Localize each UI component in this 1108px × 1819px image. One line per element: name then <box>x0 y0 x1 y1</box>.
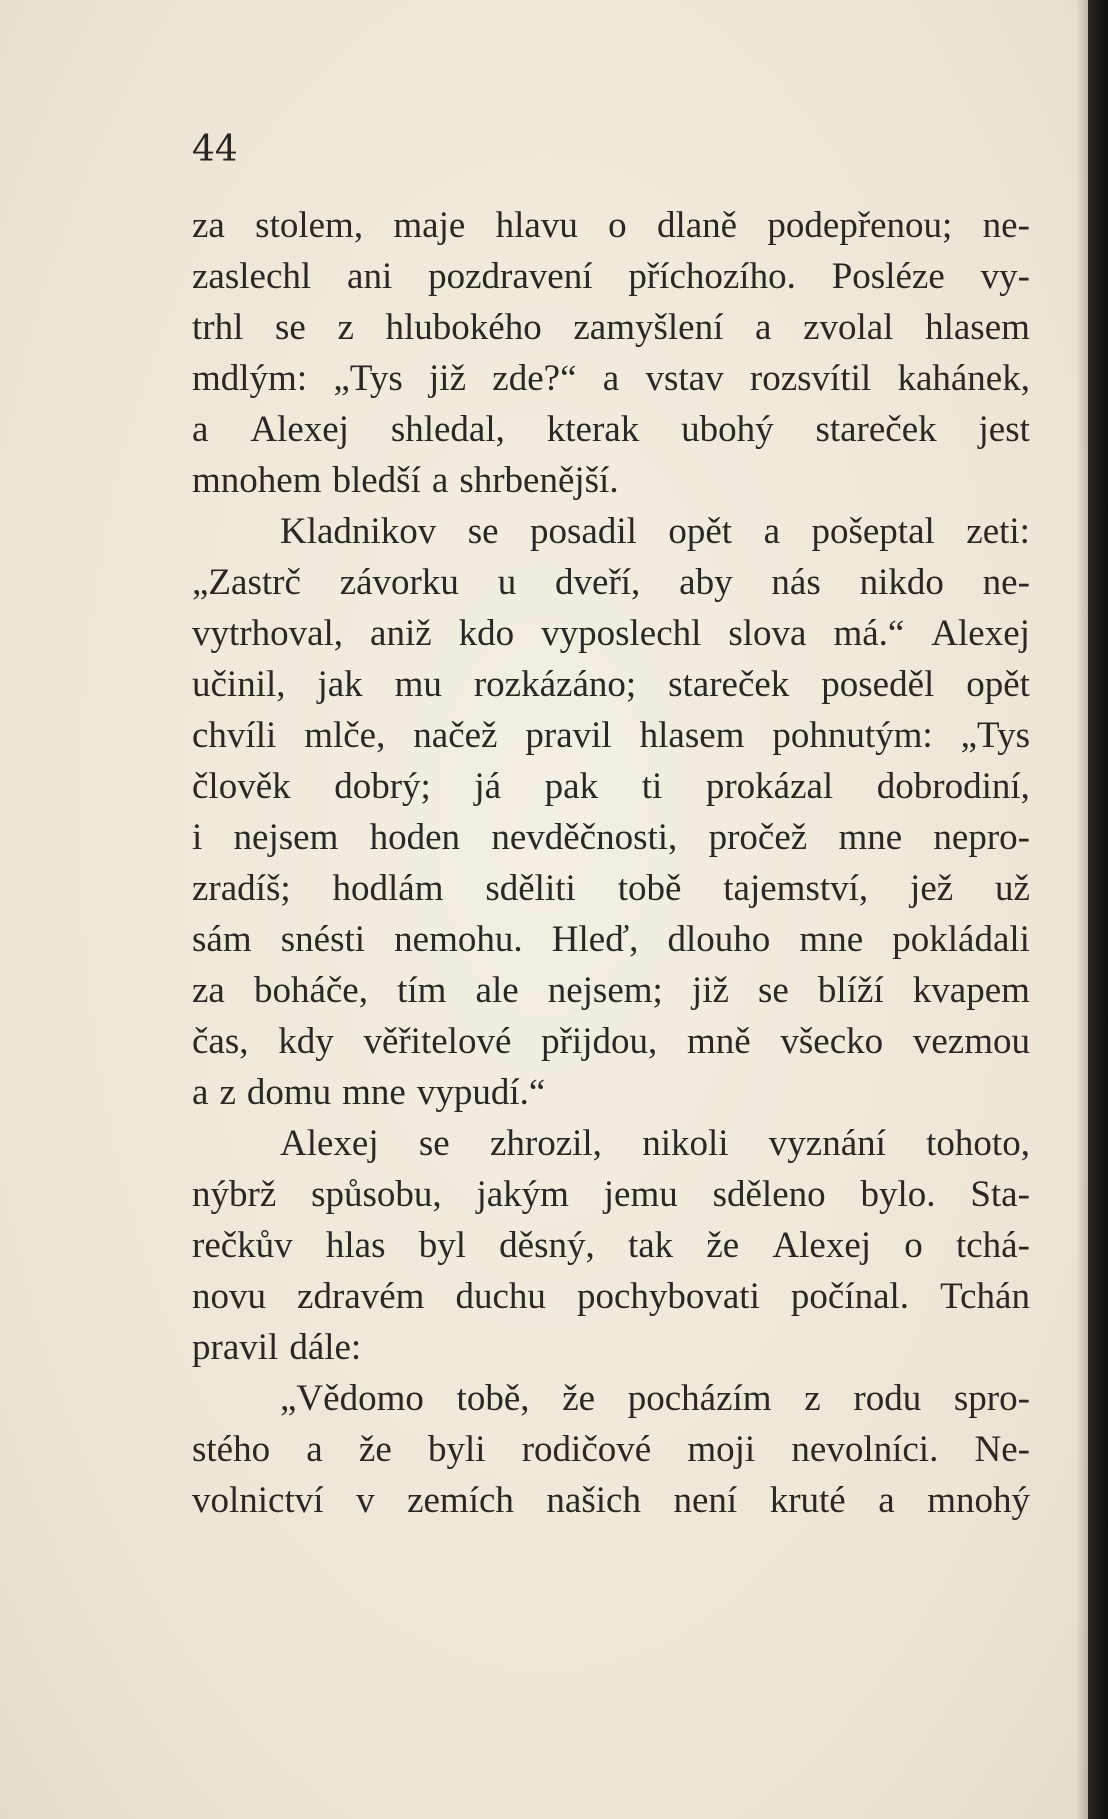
word: tohoto, <box>926 1123 1030 1164</box>
word: rozsvítil <box>749 358 872 399</box>
text-line <box>192 1220 1030 1271</box>
text-line <box>192 302 1030 353</box>
text-line <box>192 1016 1030 1067</box>
word: nýbrž <box>192 1174 277 1215</box>
word: stolem, <box>255 205 364 246</box>
word: hlasem <box>925 307 1030 348</box>
word: ani <box>347 256 393 297</box>
word: vypudí.“ <box>416 1072 546 1113</box>
word: byli <box>427 1429 486 1470</box>
word: že <box>358 1429 392 1470</box>
word: posadil <box>530 511 637 552</box>
word: mne <box>838 817 903 858</box>
word: Alexej <box>931 613 1030 654</box>
text-line <box>192 812 1030 863</box>
word: zaslechl <box>192 256 312 297</box>
word: se <box>467 511 499 552</box>
word: mne <box>342 1072 406 1113</box>
word: i <box>192 817 203 858</box>
word: načež <box>413 715 498 756</box>
word: vstav <box>645 358 724 399</box>
text-line <box>192 1424 1030 1475</box>
word: dlaně <box>656 205 738 246</box>
word: stého <box>192 1429 271 1470</box>
page-number: 44 <box>192 129 238 170</box>
word: kdo <box>458 613 515 654</box>
word: rodičové <box>521 1429 652 1470</box>
word: rečkův <box>192 1225 293 1266</box>
text-line <box>192 251 1030 302</box>
word: jakým <box>476 1174 569 1215</box>
word: nás <box>771 562 821 603</box>
word: a <box>602 358 620 399</box>
text-line <box>192 761 1030 812</box>
word: slova <box>728 613 807 654</box>
word: z <box>337 307 354 348</box>
word: člověk <box>192 766 291 807</box>
word: „Vědomo <box>280 1378 424 1419</box>
word: podepřenou; <box>767 205 953 246</box>
word: tobě, <box>456 1378 530 1419</box>
word: pravil <box>525 715 612 756</box>
body-text <box>192 200 1030 1526</box>
word: kahánek, <box>897 358 1030 399</box>
word: učinil, <box>192 664 286 705</box>
word: jež <box>910 868 954 909</box>
word: sděleno <box>712 1174 826 1215</box>
word: dobrý; <box>334 766 431 807</box>
word: mne <box>799 919 864 960</box>
word: Sta- <box>970 1174 1030 1215</box>
word: tchá- <box>955 1225 1030 1266</box>
word: zhrozil, <box>489 1123 602 1164</box>
text-line <box>192 863 1030 914</box>
word: přijdou, <box>541 1021 658 1062</box>
word: zemích <box>407 1480 514 1521</box>
word: Ne- <box>974 1429 1030 1470</box>
book-spine <box>1088 0 1108 1819</box>
word: Hleď, <box>551 919 639 960</box>
word: bylo. <box>860 1174 936 1215</box>
word: mu <box>394 664 442 705</box>
word: pravil <box>192 1327 279 1368</box>
word: jemu <box>603 1174 678 1215</box>
word: ubohý <box>681 409 774 450</box>
word: sám <box>192 919 252 960</box>
word: hlavu <box>495 205 578 246</box>
word: mdlým: <box>192 358 308 399</box>
text-line <box>192 455 1030 506</box>
word: rozkázáno; <box>473 664 637 705</box>
word: pak <box>544 766 599 807</box>
word: u <box>497 562 517 603</box>
word: ale <box>475 970 519 1011</box>
word: rodu <box>853 1378 922 1419</box>
word: volnictví <box>192 1480 324 1521</box>
word: hlasem <box>639 715 745 756</box>
word: nemohu. <box>394 919 523 960</box>
text-line <box>192 914 1030 965</box>
word: zamyšlení <box>573 307 724 348</box>
word: stareček <box>668 664 790 705</box>
word: poseděl <box>821 664 935 705</box>
word: nikoli <box>642 1123 729 1164</box>
text-line <box>192 506 1030 557</box>
text-line <box>192 353 1030 404</box>
word: kterak <box>546 409 640 450</box>
word: pošeptal <box>811 511 935 552</box>
word: spro- <box>953 1378 1030 1419</box>
word: boháče, <box>253 970 368 1011</box>
word: zradíš; <box>192 868 291 909</box>
word: dobrodiní, <box>876 766 1030 807</box>
word: nevolníci. <box>791 1429 939 1470</box>
word: čas, <box>192 1021 249 1062</box>
word: vy- <box>980 256 1030 297</box>
word: „Tys <box>960 715 1030 756</box>
word: stareček <box>815 409 937 450</box>
word: má.“ <box>833 613 905 654</box>
word: zvolal <box>803 307 894 348</box>
word: Alexej <box>250 409 349 450</box>
word: vyposlechl <box>541 613 702 654</box>
word: pozdravení <box>428 256 593 297</box>
word: tobě <box>617 868 682 909</box>
word: věřitelové <box>363 1021 512 1062</box>
word: a <box>192 1072 209 1113</box>
text-line <box>192 1322 1030 1373</box>
word: pohnutým: <box>772 715 933 756</box>
page-edge-shadow <box>1076 0 1088 1819</box>
word: bledší <box>332 460 421 501</box>
word: pochybovati <box>576 1276 760 1317</box>
word: a <box>878 1480 895 1521</box>
word: Tchán <box>940 1276 1030 1317</box>
word: dlouho <box>667 919 771 960</box>
word: mně <box>686 1021 751 1062</box>
word: hlas <box>325 1225 386 1266</box>
word: zde?“ <box>492 358 577 399</box>
word: domu <box>246 1072 332 1113</box>
word: aniž <box>370 613 432 654</box>
word: v <box>356 1480 375 1521</box>
word: opět <box>668 511 733 552</box>
word: a <box>306 1429 323 1470</box>
word: tak <box>627 1225 674 1266</box>
word: se <box>758 970 789 1011</box>
word: ne- <box>982 562 1030 603</box>
word: nejsem <box>233 817 339 858</box>
word: nikdo <box>859 562 944 603</box>
word: vyznání <box>768 1123 886 1164</box>
word: tím <box>397 970 447 1011</box>
word: mnohý <box>927 1480 1030 1521</box>
word: se <box>418 1123 450 1164</box>
word: o <box>608 205 627 246</box>
word: prokázal <box>705 766 834 807</box>
text-line <box>192 1271 1030 1322</box>
text-line <box>192 965 1030 1016</box>
word: byl <box>418 1225 466 1266</box>
word: shrbenější. <box>459 460 619 501</box>
word: již <box>691 970 729 1011</box>
word: aby <box>679 562 733 603</box>
word: nevděčnosti, <box>491 817 678 858</box>
word: už <box>995 868 1030 909</box>
text-line <box>192 404 1030 455</box>
word: počínal. <box>790 1276 910 1317</box>
text-line <box>192 659 1030 710</box>
word: tajemství, <box>723 868 869 909</box>
word: já <box>474 766 502 807</box>
word: jest <box>978 409 1030 450</box>
word: trhl <box>192 307 244 348</box>
word: ti <box>641 766 663 807</box>
word: vezmou <box>912 1021 1030 1062</box>
word: a <box>192 409 209 450</box>
word: že <box>562 1378 596 1419</box>
word: blíží <box>817 970 884 1011</box>
word: závorku <box>339 562 459 603</box>
word: snésti <box>280 919 366 960</box>
text-line <box>192 1169 1030 1220</box>
word: všecko <box>780 1021 884 1062</box>
word: chvíli <box>192 715 277 756</box>
text-line <box>192 557 1030 608</box>
word: dále: <box>289 1327 362 1368</box>
word: se <box>275 307 306 348</box>
word: pocházím <box>627 1378 772 1419</box>
word: že <box>706 1225 740 1266</box>
word: dveří, <box>555 562 641 603</box>
word: a <box>431 460 449 501</box>
word: hoden <box>369 817 461 858</box>
word: nepro- <box>933 817 1030 858</box>
word: nejsem; <box>547 970 663 1011</box>
word: hodlám <box>332 868 444 909</box>
word: spůsobu, <box>311 1174 442 1215</box>
word: pokládali <box>892 919 1030 960</box>
text-line <box>192 1373 1030 1424</box>
word: kvapem <box>912 970 1030 1011</box>
text-line <box>192 1475 1030 1526</box>
word: Alexej <box>772 1225 872 1266</box>
word: zeti: <box>966 511 1030 552</box>
word: „Tys <box>333 358 403 399</box>
word: shledal, <box>390 409 505 450</box>
word: novu <box>192 1276 266 1317</box>
word: mnohem <box>192 460 322 501</box>
word: a <box>763 511 780 552</box>
word: „Zastrč <box>192 562 301 603</box>
text-line <box>192 608 1030 659</box>
word: kruté <box>769 1480 846 1521</box>
text-line <box>192 1067 1030 1118</box>
word: ne- <box>982 205 1030 246</box>
word: opět <box>966 664 1030 705</box>
word: za <box>192 970 225 1011</box>
word: z <box>219 1072 236 1113</box>
word: kdy <box>278 1021 334 1062</box>
word: z <box>804 1378 821 1419</box>
word: duchu <box>455 1276 546 1317</box>
word: Alexej <box>280 1123 379 1164</box>
word: Posléze <box>831 256 945 297</box>
word: sděliti <box>485 868 576 909</box>
word: pročež <box>708 817 808 858</box>
word: Kladnikov <box>280 511 437 552</box>
text-line <box>192 200 1030 251</box>
word: hlubokého <box>385 307 542 348</box>
word: již <box>429 358 467 399</box>
word: příchozího. <box>628 256 796 297</box>
word: za <box>192 205 225 246</box>
word: moji <box>687 1429 756 1470</box>
word: děsný, <box>499 1225 595 1266</box>
word: maje <box>393 205 466 246</box>
word: o <box>904 1225 923 1266</box>
word: mlče, <box>304 715 386 756</box>
word: vytrhoval, <box>192 613 344 654</box>
word: není <box>673 1480 738 1521</box>
text-line <box>192 1118 1030 1169</box>
text-line <box>192 710 1030 761</box>
word: jak <box>317 664 363 705</box>
word: našich <box>546 1480 641 1521</box>
word: zdravém <box>297 1276 425 1317</box>
word: a <box>755 307 772 348</box>
